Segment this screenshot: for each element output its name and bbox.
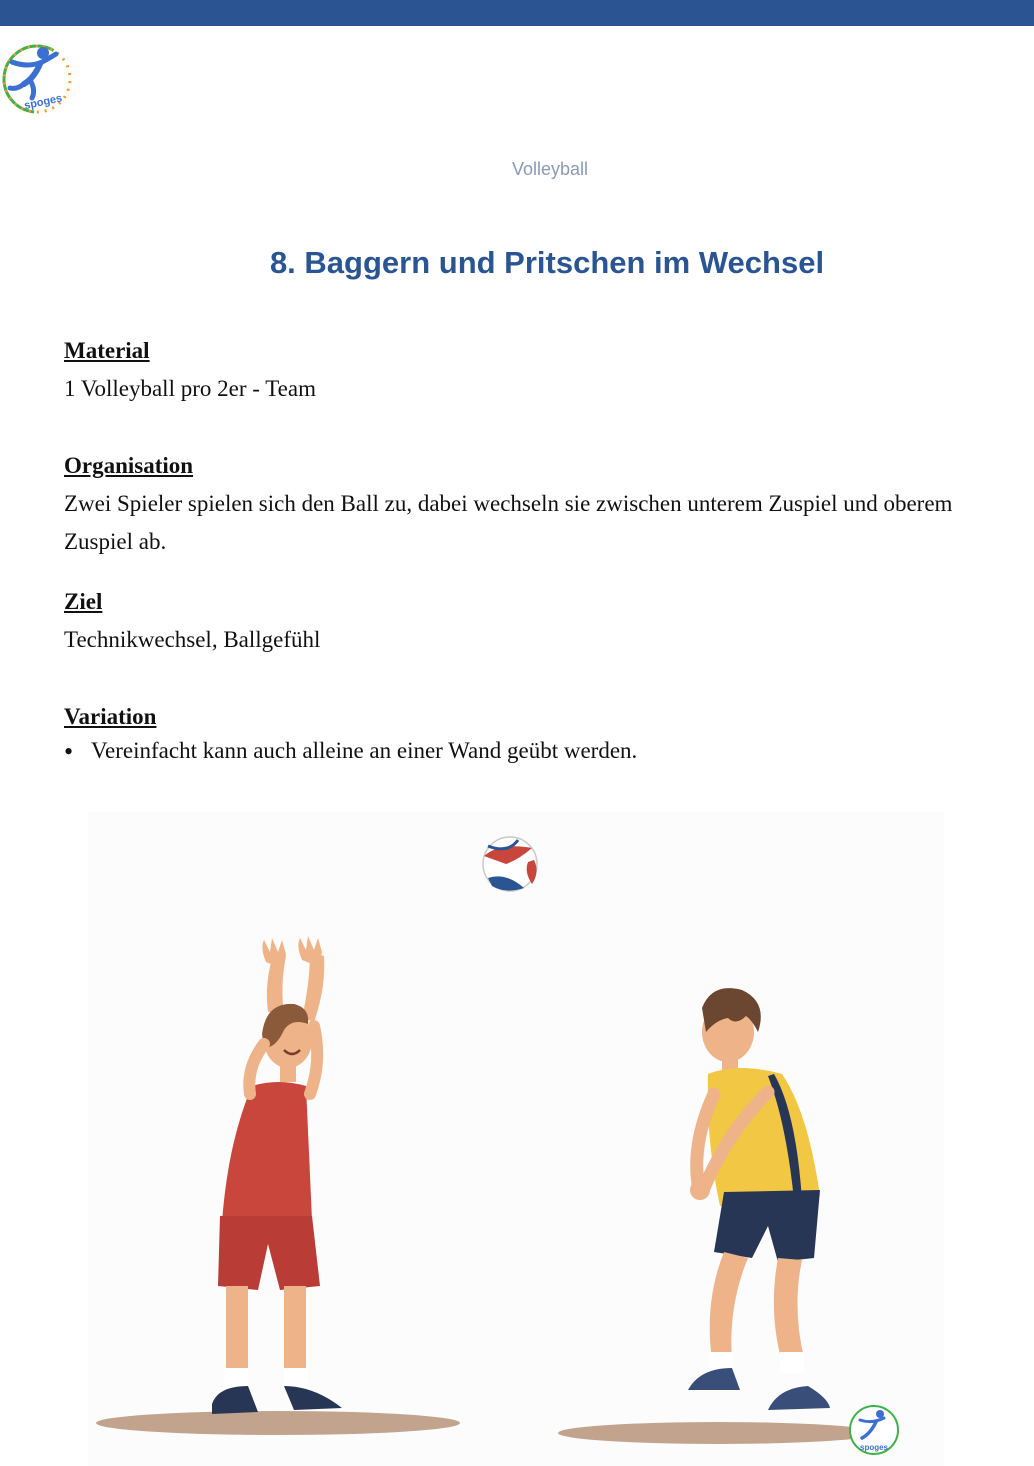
ground-shadow-right (558, 1422, 878, 1444)
organisation-heading: Organisation (64, 453, 194, 478)
illustration-logo (850, 1406, 898, 1454)
ziel-heading: Ziel (64, 589, 103, 614)
material-text: 1 Volleyball pro 2er - Team (64, 376, 316, 401)
variation-item: • Vereinfacht kann auch alleine an einer Wand geübt werden. (64, 738, 637, 764)
organisation-text: Zwei Spieler spielen sich den Ball zu, dabei wechseln sie zwischen unterem Zuspiel und oberem Zuspiel ab. (64, 491, 953, 554)
material-heading: Material (64, 338, 150, 363)
variation-list (64, 738, 637, 764)
volleyball-ball (483, 837, 537, 891)
variation-heading: Variation (64, 704, 157, 729)
header-subject: Volleyball (511, 159, 589, 179)
illustration-logo-text: spoges (860, 1443, 889, 1452)
top-bar (0, 0, 1034, 26)
page-title: 8. Baggern und Pritschen im Wechsel (269, 245, 825, 280)
logo-text: spoges (23, 92, 64, 113)
ziel-text: Technikwechsel, Ballgefühl (64, 627, 321, 652)
volleyball-illustration (88, 812, 944, 1466)
spoges-logo (0, 38, 78, 120)
ground-shadow-left (96, 1411, 460, 1435)
